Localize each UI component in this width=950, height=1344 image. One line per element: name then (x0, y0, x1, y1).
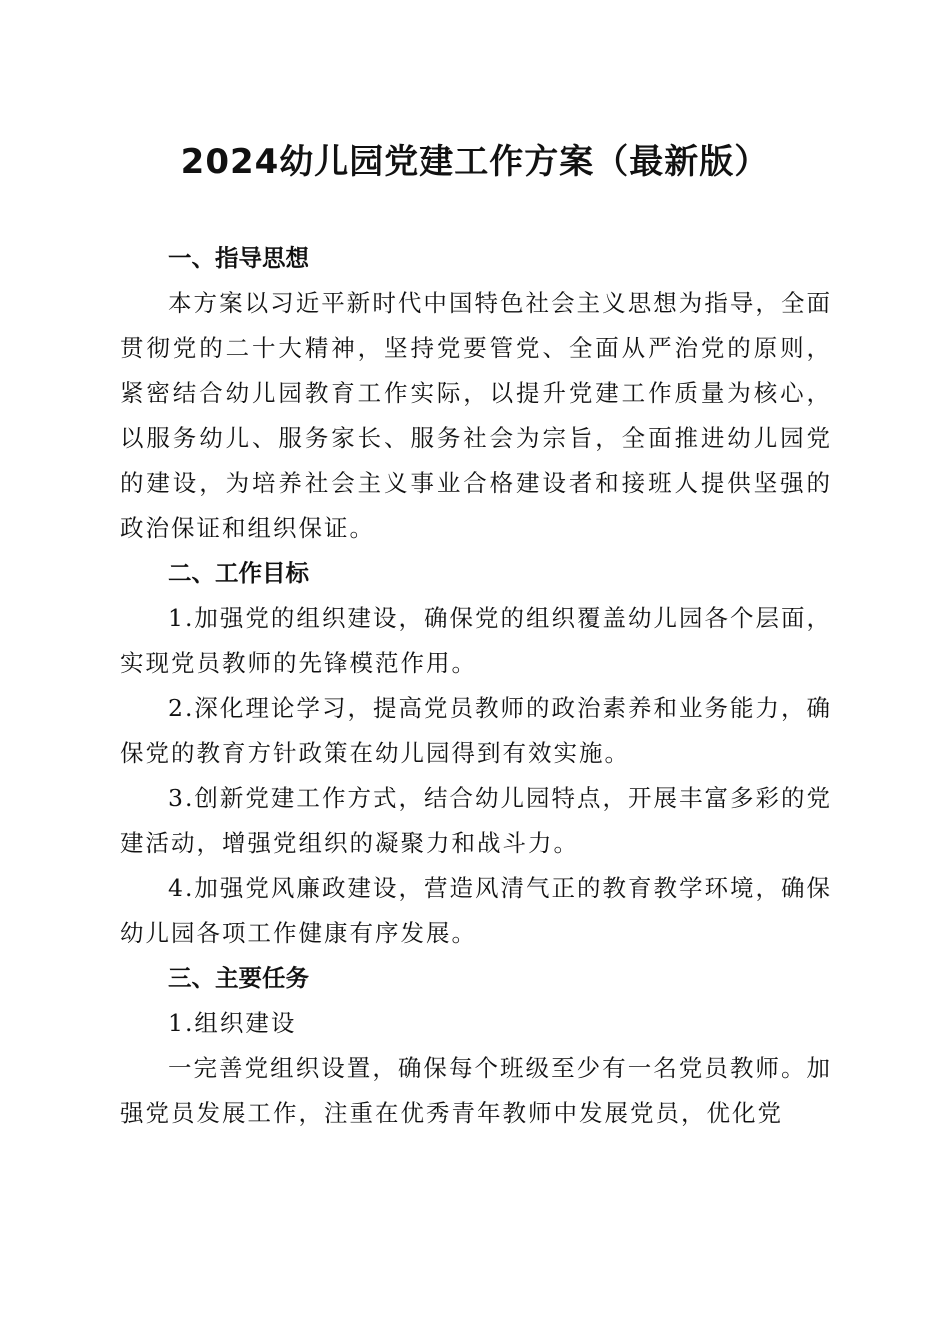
document-title: 2024幼儿园党建工作方案（最新版） (180, 142, 770, 182)
section-heading-guiding-ideology: 一、指导思想 (168, 244, 309, 272)
paragraph: 1.加强党的组织建设，确保党的组织覆盖幼儿园各个层面，实现党员教师的先锋模范作用。 (120, 604, 832, 677)
paragraph: 3.创新党建工作方式，结合幼儿园特点，开展丰富多彩的党建活动，增强党组织的凝聚力和战斗力。 (120, 784, 832, 857)
section-heading-main-tasks: 三、主要任务 (168, 964, 309, 992)
paragraph: 本方案以习近平新时代中国特色社会主义思想为指导，全面贯彻党的二十大精神，坚持党要管党、全面从严治党的原则，紧密结合幼儿园教育工作实际，以提升党建工作质量为核心，以服务幼儿、服务家长、服务社会为宗旨，全面推进幼儿园党的建设，为培养社会主义事业合格建设者和接班人提供坚强的政治保证和组织保证。 (120, 289, 832, 542)
subsection-heading-organization: 1.组织建设 (168, 1009, 297, 1037)
document-body (120, 236, 832, 1136)
paragraph: 一完善党组织设置，确保每个班级至少有一名党员教师。加强党员发展工作，注重在优秀青年教师中发展党员，优化党 (120, 1054, 832, 1127)
paragraph: 2.深化理论学习，提高党员教师的政治素养和业务能力，确保党的教育方针政策在幼儿园得到有效实施。 (120, 694, 832, 767)
paragraph: 4.加强党风廉政建设，营造风清气正的教育教学环境，确保幼儿园各项工作健康有序发展。 (120, 874, 832, 947)
section-heading-work-goals: 二、工作目标 (168, 559, 309, 587)
